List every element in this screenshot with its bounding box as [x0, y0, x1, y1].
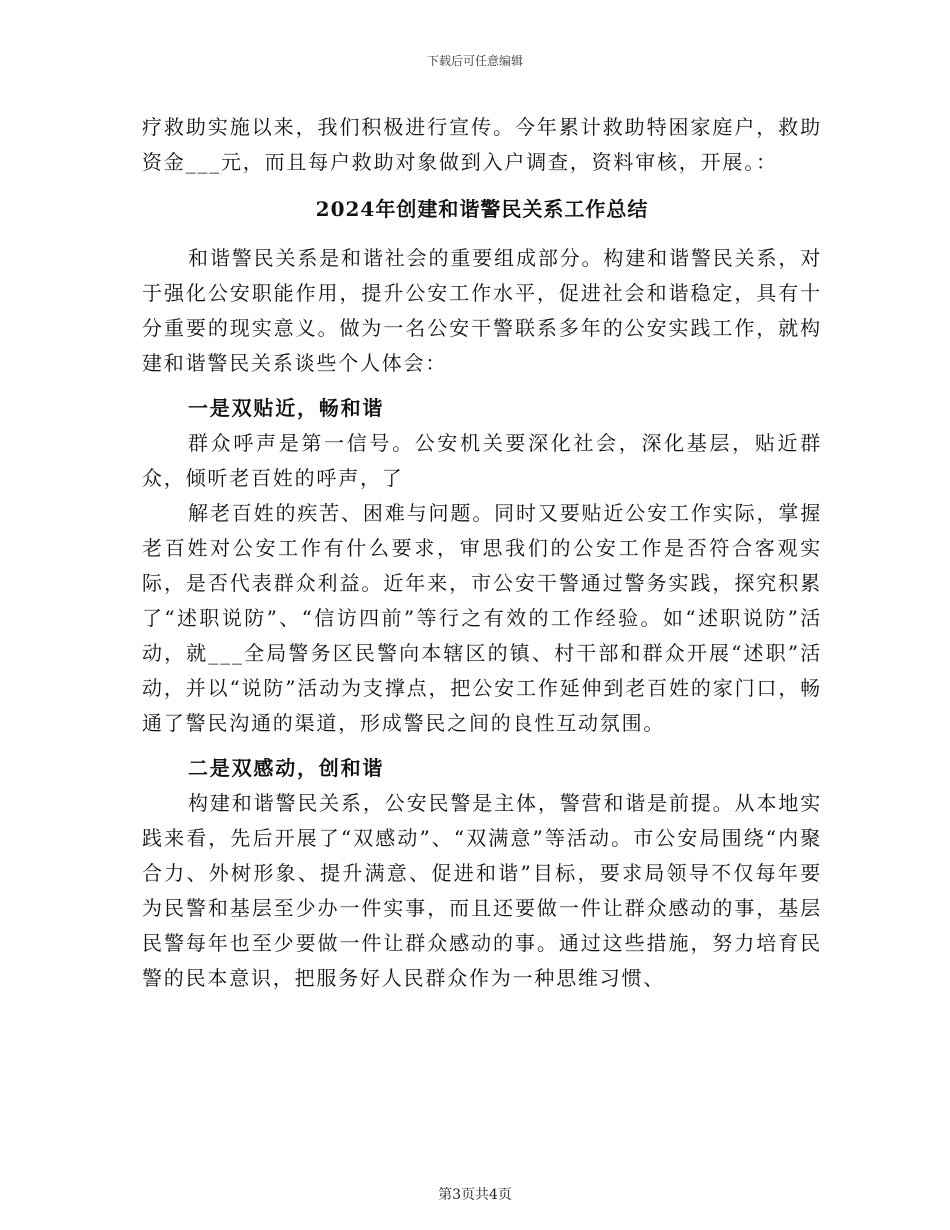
paragraph-1: 和谐警民关系是和谐社会的重要组成部分。构建和谐警民关系，对于强化公安职能作用，提升公安工作水平，促进社会和谐稳定，具有十分重要的现实意义。做为一名公安干警联系多年的公安实践工作，就构建和谐警民关系谈些个人体会： — [142, 246, 822, 375]
paragraph-2: 群众呼声是第一信号。公安机关要深化社会，深化基层，贴近群众，倾听老百姓的呼声，了 — [142, 431, 822, 490]
document-body — [142, 110, 822, 996]
page-header: 下载后可任意编辑 — [426, 54, 523, 68]
spacer — [142, 741, 822, 749]
section-heading-1: 一是双贴近，畅和谐 — [188, 396, 385, 420]
spacer — [142, 381, 822, 389]
paragraph-4: 构建和谐警民关系，公安民警是主体，警营和谐是前提。从本地实践来看，先后开展了“双感动”、“双满意”等活动。市公安局围绕“内聚合力、外树形象、提升满意、促进和谐”目标，要求局领导不仅每年要为民警和基层至少办一件实事，而且还要做一件让群众感动的事，基层民警每年也至少要做一件让群众感动的事。通过这些措施，努力培育民警的民本意识，把服务好人民群众作为一种思维习惯、 — [142, 791, 822, 990]
paragraph-3: 解老百姓的疾苦、困难与问题。同时又要贴近公安工作实际，掌握老百姓对公安工作有什么要求，审思我们的公安工作是否符合客观实际，是否代表群众利益。近年来，市公安干警通过警务实践，探究积累了“述职说防”、“信访四前”等行之有效的工作经验。如“述职说防”活动，就___全局警务区民警向本辖区的镇、村干部和群众开展“述职”活动，并以“说防”活动为支撑点，把公安工作延伸到老百姓的家门口，畅通了警民沟通的渠道，形成警民之间的良性互动氛围。 — [142, 501, 822, 735]
page-footer: 第3页共4页 — [438, 1187, 512, 1203]
section-heading-2: 二是双感动，创和谐 — [188, 756, 385, 780]
intro-continuation-paragraph: 疗救助实施以来，我们积极进行宣传。今年累计救助特困家庭户，救助资金___元，而且每户救助对象做到入户调查，资料审核，开展。： — [142, 115, 822, 174]
document-title: 2024年创建和谐警民关系工作总结 — [315, 197, 649, 221]
